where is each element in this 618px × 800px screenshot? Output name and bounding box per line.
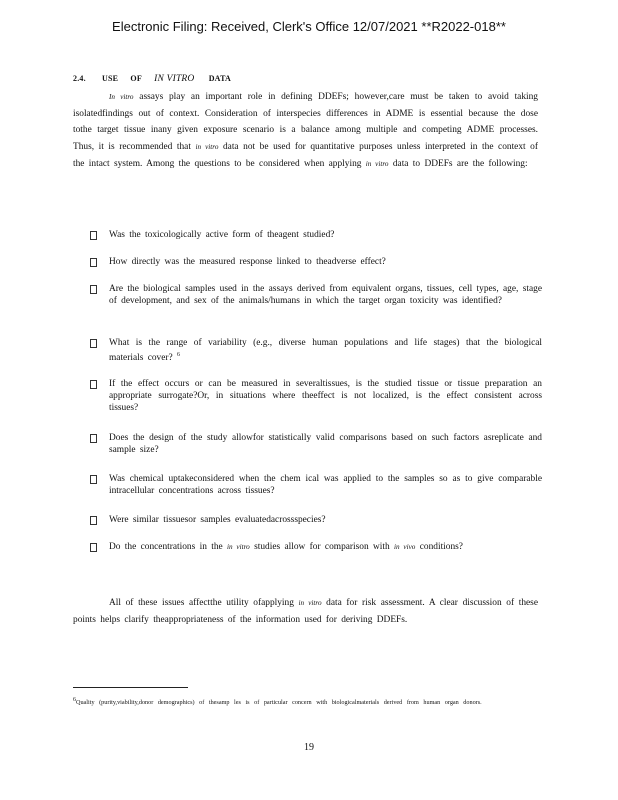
intro-text-a: assays play an important role in defining DDEFs; however,care must be taken to avoid taking isolatedfindings out of context. Consideration of interspecies differences in ADME is essential because the dose tothe target tissue inany given exposure scenario is a balance among multiple and competing ADME processes. Thus, it is recommended that <box>73 92 538 153</box>
list-item-text: Were similar tissuesor samples evaluatedacrossspecies? <box>109 515 326 525</box>
bullet-box-icon <box>90 339 97 348</box>
footnote-mark: 6 <box>73 697 76 703</box>
intro-italic-lead: In vitro <box>109 93 134 101</box>
closing-italic: in vitro <box>298 599 322 607</box>
intro-italic-end: in vitro <box>365 159 389 168</box>
bullet-box-icon <box>90 231 97 240</box>
intro-text-c: data to DDEFs are the following: <box>388 158 528 169</box>
list-item-text: How directly was the measured response linked to theadverse effect? <box>109 257 386 267</box>
list-item-text-b: studies allow for comparison with <box>249 542 395 552</box>
list-item-text: Was the toxicologically active form of theagent studied? <box>109 230 335 240</box>
section-heading <box>73 74 231 84</box>
bullet-box-icon <box>90 543 97 552</box>
list-item-text: Does the design of the study allowfor statistically valid comparisons based on such factors asreplicate and sample size? <box>109 433 542 455</box>
section-number: 2.4. <box>73 74 86 83</box>
list-item-text: Was chemical uptakeconsidered when the chem ical was applied to the samples so as to give comparable intracellular concentrations across tissues? <box>109 474 542 496</box>
list-item-italic-a: in vitro <box>227 543 250 551</box>
section-word-1: USE <box>102 74 119 83</box>
intro-italic-mid: in vitro <box>195 143 219 152</box>
list-item-text <box>109 541 542 553</box>
footnote-divider <box>73 687 188 688</box>
section-word-2: OF <box>130 74 142 83</box>
closing-paragraph <box>73 595 538 628</box>
footnote-text: Quality (purity,viability,donor demographics) of thesamp les is of particular concern with biologicalmaterials derived from human organ donors. <box>76 699 482 707</box>
bullet-box-icon <box>90 285 97 294</box>
list-item-text <box>109 337 542 364</box>
section-italic: IN VITRO <box>154 74 195 84</box>
bullet-box-icon <box>90 516 97 525</box>
section-tail: DATA <box>208 74 231 83</box>
page-number: 19 <box>304 742 314 753</box>
footnote-reference: 6 <box>177 352 181 358</box>
intro-paragraph <box>73 89 538 173</box>
list-item-text: Are the biological samples used in the assays derived from equivalent organs, tissues, cell types, age, stage of development, and sex of the animals/humans in which the target organ toxicity was identified? <box>109 284 542 306</box>
closing-text-b: data for risk assessment. A clear discussion of these points helps clarify theappropriateness of the information used for deriving DDEFs. <box>73 598 538 625</box>
list-item-text-main: What is the range of variability (e.g., diverse human populations and life stages) that the biological materials cover? <box>109 338 542 364</box>
closing-text-a: All of these issues affectthe utility ofapplying <box>109 598 299 608</box>
filing-header: Electronic Filing: Received, Clerk's Office 12/07/2021 **R2022-018** <box>112 19 506 34</box>
list-item-text-c: conditions? <box>415 542 463 552</box>
footnote <box>73 693 513 710</box>
bullet-box-icon <box>90 380 97 389</box>
intro-text-b: data not be used for quantitative purposes unless interpreted in the context of the intact system. Among the questions to be considered when applying <box>73 142 538 169</box>
bullet-box-icon <box>90 434 97 443</box>
bullet-box-icon <box>90 258 97 267</box>
list-item-text-a: Do the concentrations in the <box>109 542 228 552</box>
list-item-text: If the effect occurs or can be measured in severaltissues, is the studied tissue or tissue preparation an appropriate surrogate?Or, in situations where theeffect is not localized, is the effect consistent across tissues? <box>109 379 542 413</box>
bullet-box-icon <box>90 475 97 484</box>
list-item-italic-b: in vivo <box>394 543 416 551</box>
